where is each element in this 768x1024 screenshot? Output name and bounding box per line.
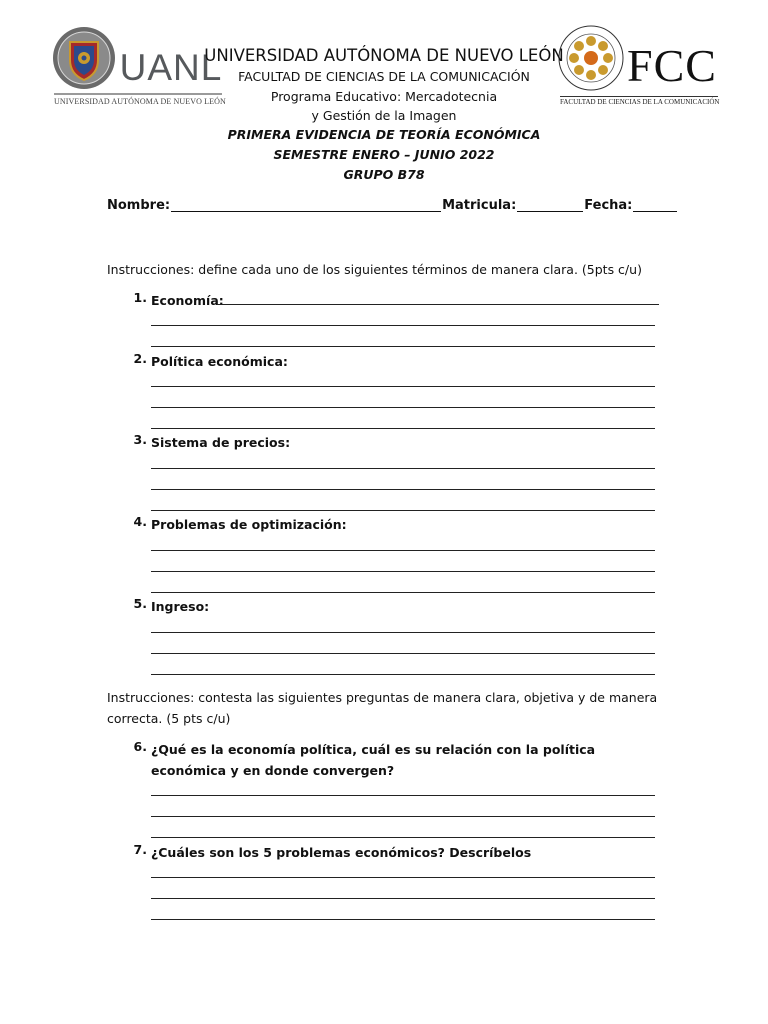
program-line-1: Programa Educativo: Mercadotecnia xyxy=(270,89,498,104)
exam-title: PRIMERA EVIDENCIA DE TEORÍA ECONÓMICA xyxy=(227,127,541,142)
program-line-2: y Gestión de la Imagen xyxy=(311,108,457,123)
question-number: 1. xyxy=(133,290,147,305)
faculty-title: FACULTAD DE CIENCIAS DE LA COMUNICACIÓN xyxy=(238,69,530,84)
answer-line[interactable] xyxy=(151,489,655,490)
question-number: 2. xyxy=(133,351,147,366)
fcc-divider xyxy=(560,96,718,97)
fcc-subtitle: FACULTAD DE CIENCIAS DE LA COMUNICACIÓN xyxy=(560,98,720,106)
answer-line[interactable] xyxy=(151,674,655,675)
id-label: Matricula: xyxy=(442,198,517,213)
question-label: Economía: xyxy=(151,293,224,308)
semester-title: SEMESTRE ENERO – JUNIO 2022 xyxy=(273,147,495,162)
university-title: UNIVERSIDAD AUTÓNOMA DE NUEVO LEÓN xyxy=(204,46,564,65)
answer-line[interactable] xyxy=(151,653,655,654)
uanl-subtitle: UNIVERSIDAD AUTÓNOMA DE NUEVO LEÓN xyxy=(54,97,226,106)
date-label: Fecha: xyxy=(584,198,633,213)
answer-line[interactable] xyxy=(151,898,655,899)
answer-line[interactable] xyxy=(151,468,655,469)
answer-line[interactable] xyxy=(151,877,655,878)
answer-line[interactable] xyxy=(151,510,655,511)
answer-line[interactable] xyxy=(151,571,655,572)
uanl-logo xyxy=(52,26,224,110)
uanl-wordmark: UANL xyxy=(119,47,223,88)
answer-line[interactable] xyxy=(151,407,655,408)
answer-line[interactable] xyxy=(151,837,655,838)
id-field[interactable] xyxy=(517,198,583,212)
answer-line[interactable] xyxy=(151,816,655,817)
question-label: Sistema de precios: xyxy=(151,435,291,450)
question-label: Problemas de optimización: xyxy=(151,517,347,532)
question-label: ¿Cuáles son los 5 problemas económicos? Descríbelos xyxy=(151,845,532,860)
question-number: 7. xyxy=(133,842,147,857)
question-number: 3. xyxy=(133,432,147,447)
uanl-seal-icon xyxy=(52,26,116,90)
answer-line[interactable] xyxy=(151,346,655,347)
question-label: Ingreso: xyxy=(151,599,210,614)
fcc-logo xyxy=(558,25,722,111)
fcc-wordmark: FCC xyxy=(627,40,717,91)
question-number: 4. xyxy=(133,514,147,529)
answer-line[interactable] xyxy=(217,304,659,305)
answer-line[interactable] xyxy=(151,919,655,920)
uanl-divider xyxy=(54,93,222,95)
answer-line[interactable] xyxy=(151,550,655,551)
section-1-instructions: Instrucciones: define cada uno de los siguientes términos de manera clara. (5pts c/u) xyxy=(107,262,642,277)
name-label: Nombre: xyxy=(107,198,171,213)
answer-line[interactable] xyxy=(151,592,655,593)
question-label: Política económica: xyxy=(151,354,288,369)
date-field[interactable] xyxy=(633,198,677,212)
student-fields xyxy=(107,198,678,213)
question-label: ¿Qué es la economía política, cuál es su relación con la política económica y en donde convergen? xyxy=(151,742,596,778)
group-title: GRUPO B78 xyxy=(343,167,425,182)
answer-line[interactable] xyxy=(151,386,655,387)
question-number: 6. xyxy=(133,739,147,754)
answer-line[interactable] xyxy=(151,325,655,326)
name-field[interactable] xyxy=(171,198,441,212)
question-number: 5. xyxy=(133,596,147,611)
answer-line[interactable] xyxy=(151,632,655,633)
section-2-instructions: Instrucciones: contesta las siguientes preguntas de manera clara, objetiva y de manera correcta. (5 pts c/u) xyxy=(107,690,658,726)
answer-line[interactable] xyxy=(151,795,655,796)
answer-line[interactable] xyxy=(151,428,655,429)
